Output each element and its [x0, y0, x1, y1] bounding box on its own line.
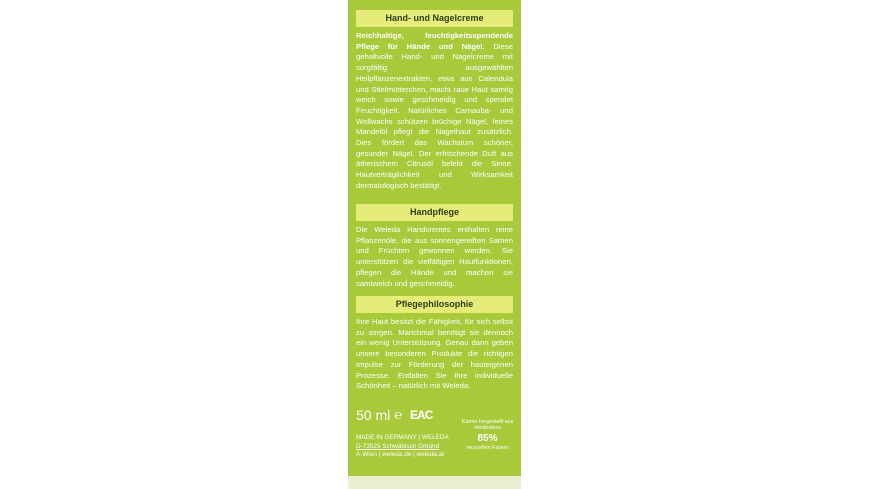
hand-nail-description [356, 31, 513, 192]
recycle-top-text: Karton hergestellt aus mindestens [461, 419, 514, 432]
manufacturer-address [356, 434, 456, 460]
address-line-3: A-Wien | weleda.de | weleda.at [356, 451, 444, 458]
estimated-sign-icon: ℮ [394, 407, 403, 422]
hand-nail-intro: Reichhaltige, feuchtigkeitsspendende Pflege für Hände und Nägel. [356, 31, 513, 51]
recycling-note [460, 419, 515, 452]
volume-info [356, 406, 432, 424]
heading-pflegephilosophie: Pflegephilosophie [356, 296, 513, 313]
heading-hand-nail: Hand- und Nagelcreme [356, 10, 513, 27]
volume-label: 50 ml [356, 407, 391, 423]
address-line-2: D-73525 Schwäbisch Gmünd [356, 442, 440, 450]
handpflege-body: Die Weleda Handcremes enthalten reine Pflanzenöle, die aus sonnengereiften Samen und Früchten gewonnen werden. Sie unterstützen die vielfältigen Hautfunktionen, pflegen die Hände und machen sie samtweich und geschmeidig. [356, 225, 513, 288]
recycle-bottom-text: recycelten Fasern [466, 445, 509, 452]
hand-nail-body: Diese gehaltvolle Hand- und Nagelcreme mit sorgfältig ausgewählten Heilpflanzenextrakten, etwa aus Calendula und Stiefmütterchen, macht raue Haut samtig weich sowie geschmeidig und spendet Feuchtigkeit. Natürliches Carnauba- und Wollwachs schützen brüchige Nägel, feines Mandelöl pflegt die Nagelhaut zusätzlich. Dies fördert das Wachstum schöner, gesunder Nägel. Der erfrischende Duft aus ätherischem Citrusöl belebt die Sinne. [356, 41, 514, 169]
address-line-1: MADE IN GERMANY | WELEDA [356, 434, 449, 441]
panel-bottom-strip [348, 476, 521, 489]
recycle-percent: 85% [477, 433, 498, 445]
eac-mark-icon: EAC [410, 408, 433, 422]
heading-handpflege: Handpflege [356, 204, 513, 221]
package-side-panel [348, 0, 521, 489]
hand-nail-tested: Hautverträglichkeit und Wirksamkeit dermatologisch bestätigt. [356, 170, 513, 190]
pflegephilosophie-body: Ihre Haut besitzt die Fähigkeit, für sich selbst zu sorgen. Manchmal benötigt sie dennoch ein wenig Unterstützung. Genau dann geben unsere besonderen Produkte die richtigen Impulse zur Förderung der hauteigenen Prozesse. Entfalten Sie Ihre individuelle Schönheit – natürlich mit Weleda. [356, 317, 513, 391]
